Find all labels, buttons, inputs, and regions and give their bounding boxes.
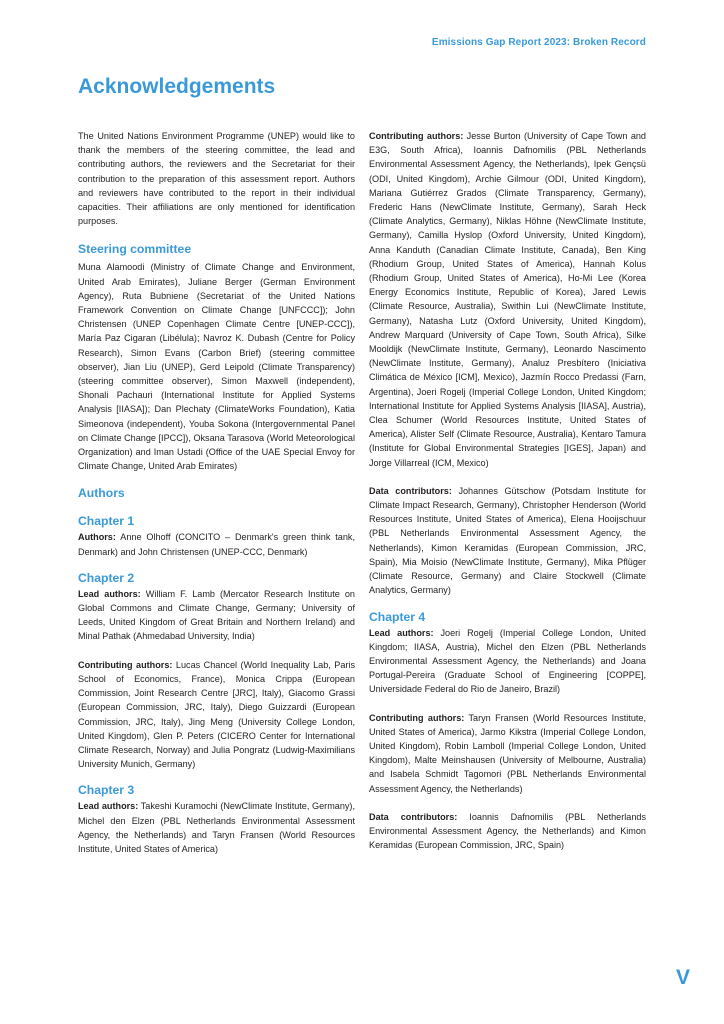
running-header: Emissions Gap Report 2023: Broken Record bbox=[431, 37, 646, 48]
right-column bbox=[369, 129, 646, 852]
chapter-3-contributing-authors bbox=[369, 129, 646, 470]
lead-authors-label: Lead authors: bbox=[369, 627, 434, 638]
contributing-authors-text: Lucas Chancel (World Inequality Lab, Paris School of Economics, France), Monica Crippa (European Commission, Joint Research Centre [JRC], Italy), Giacomo Grassi (European Commission, JRC, Italy), Diego Guizzardi (European Commission, JRC, Italy), Jing Meng (University College London, United Kingdom), Glen P. Peters (CICERO Center for International Climate Research, Norway) and Julia Pongratz (Ludwig-Maximilians University Munich, Germany) bbox=[78, 659, 355, 770]
data-contributors-label: Data contributors: bbox=[369, 811, 458, 822]
lead-authors-label: Lead authors: bbox=[78, 588, 141, 599]
chapter-3-lead-authors bbox=[78, 799, 355, 856]
steering-committee-heading: Steering committee bbox=[78, 242, 192, 257]
contributing-authors-text: Jesse Burton (University of Cape Town and E3G, South Africa), Ioannis Dafnomilis (PBL Netherlands Environmental Assessment Agency, the Netherlands), Ipek Gençsü (ODI, United Kingdom), Archie Gilmour (ODI, United Kingdom), Mariana Gutiérrez Grados (Climate Transparency, Germany), Frederic Hans (NewClimate Institute, Germany), Sarah Heck (Climate Analytics, Germany), Niklas Höhne (NewClimate Institute, Germany), Camilla Hyslop (Oxford University, United Kingdom), Anna Kanduth (Canadian Climate Institute, Canada), Ben King (Rhodium Group, United States of America), Hannah Kolus (Rhodium Group, United States of America), Ho-Mi Lee (Korea Energy Economics Institute, Republic of Korea), Jared Lewis (Climate Resource, Australia), Swithin Lui (NewClimate Institute, Germany), Natasha Lutz (Oxford University, United Kingdom), Andrew Marquard (University of Cape Town, South Africa), Silke Mooldijk (NewClimate Institute, Germany), Leonardo Nascimento (NewClimate Institute, Germany), Analuz Presbítero (Iniciativa Climática de México [ICM], Mexico), Jazmín Rocco Predassi (Farn, Argentina), Joeri Rogelj (Imperial College London, United Kingdom; International Institute for Applied Systems Analysis [IIASA], Austria), Clea Schumer (World Resources Institute, United States of America), Alister Self (Climate Resource, Australia), Kentaro Tamura (Institute for Global Environmental Strategies [IGES], Japan) and Jorge Villarreal (ICM, Mexico) bbox=[369, 131, 646, 468]
chapter-2-heading: Chapter 2 bbox=[78, 570, 135, 585]
authors-text: Anne Olhoff (CONCITO – Denmark's green think tank, Denmark) and John Christensen (UNEP-CCC, Denmark) bbox=[78, 532, 355, 557]
chapter-1-authors bbox=[78, 530, 355, 558]
chapter-4-contributing-authors bbox=[369, 711, 646, 796]
page-title: Acknowledgements bbox=[78, 75, 276, 98]
spacer bbox=[369, 796, 646, 810]
chapter-3-heading: Chapter 3 bbox=[78, 783, 135, 798]
page-number: V bbox=[675, 966, 690, 989]
spacer bbox=[369, 697, 646, 711]
authors-heading: Authors bbox=[78, 486, 125, 501]
chapter-2-lead-authors bbox=[78, 587, 355, 644]
spacer bbox=[78, 644, 355, 658]
chapter-2-contributing-authors bbox=[78, 658, 355, 772]
lead-authors-text: Joeri Rogelj (Imperial College London, United Kingdom; IIASA, Austria), Michel den Elzen (PBL Netherlands Environmental Assessment Agency, the Netherlands) and Joana Portugal-Pereira (Graduate School of Engineering [COPPE], Universidade Federal do Rio de Janeiro, Brazil) bbox=[369, 627, 646, 695]
contributing-authors-label: Contributing authors: bbox=[369, 131, 464, 141]
chapter-4-heading: Chapter 4 bbox=[369, 609, 426, 624]
data-contributors-label: Data contributors: bbox=[369, 485, 452, 496]
chapter-1-heading: Chapter 1 bbox=[78, 514, 135, 529]
data-contributors-text: Ioannis Dafnomilis (PBL Netherlands Environmental Assessment Agency, the Netherlands) and Kimon Keramidas (European Commission, JRC, Spain) bbox=[369, 811, 646, 851]
chapter-4-data-contributors bbox=[369, 810, 646, 853]
authors-label: Authors: bbox=[78, 532, 116, 543]
chapter-4-lead-authors bbox=[369, 626, 646, 697]
lead-authors-text: Takeshi Kuramochi (NewClimate Institute, Germany), Michel den Elzen (PBL Netherlands Environmental Assessment Agency, the Netherlands) and Taryn Fransen (World Resources Institute, United States of America) bbox=[78, 801, 355, 854]
spacer bbox=[369, 470, 646, 484]
intro-paragraph: The United Nations Environment Programme (UNEP) would like to thank the members of the steering committee, the lead and contributing authors, the reviewers and the Secretariat for their contribution to the preparation of this assessment report. Authors and reviewers have contributed to the report in their individual capacities. Their affiliations are only mentioned for identification purposes. bbox=[78, 131, 355, 227]
lead-authors-label: Lead authors: bbox=[78, 801, 139, 812]
contributing-authors-label: Contributing authors: bbox=[369, 712, 465, 723]
contributing-authors-label: Contributing authors: bbox=[78, 659, 173, 670]
contributing-authors-text: Taryn Fransen (World Resources Institute, United States of America), Jarmo Kikstra (Imperial College London, United Kingdom), Robin Lamboll (Imperial College London, United Kingdom), Malte Meinshausen (University of Melbourne, Australia) and Isabela Schmidt Tagomori (PBL Netherlands Environmental Assessment Agency, the Netherlands) bbox=[369, 712, 647, 794]
chapter-3-data-contributors bbox=[369, 484, 646, 598]
lead-authors-text: William F. Lamb (Mercator Research Institute on Global Commons and Climate Change, Germany; University of Leeds, United Kingdom of Great Britain and Northern Ireland) and Minal Pathak (Ahmedabad University, India) bbox=[78, 588, 355, 642]
data-contributors-text: Johannes Gütschow (Potsdam Institute for Climate Impact Research, Germany), Christopher Henderson (World Resources Institute, United States of America), Elena Hooijschuur (PBL Netherlands Environmental Assessment Agency, the Netherlands), Kimon Keramidas (European Commission, JRC, Spain), Mia Moisio (NewClimate Institute, Germany), Mika Pflüger (Climate Resource, Germany) and Claire Stockwell (Climate Analytics, Germany) bbox=[369, 485, 646, 596]
steering-committee-text: Muna Alamoodi (Ministry of Climate Change and Environment, United Arab Emirates), Juliane Berger (German Environment Agency), Ruta Bubniene (Secretariat of the United Nations Framework Convention on Climate Change [UNFCCC]); John Christensen (UNEP Copenhagen Climate Centre [UNEP-CCC]), María Paz Cigaran (Libélula); Navroz K. Dubash (Centre for Policy Research), Simon Evans (Carbon Brief) (steering committee observer), Jian Liu (UNEP), Gerd Leipold (Climate Transparency) (steering committee observer), Simon Maxwell (independent), Shonali Pachauri (International Institute for Applied Systems Analysis [IIASA]); Dan Plechaty (ClimateWorks Foundation), Katia Simeonova (independent), Youba Sokona (Intergovernmental Panel on Climate Change [IPCC]), Oksana Tarasova (World Meteorological Organization) and Iman Ustadi (Office of the UAE Special Envoy for Climate Change, United Arab Emirates) bbox=[78, 262, 355, 472]
left-column bbox=[78, 129, 355, 856]
